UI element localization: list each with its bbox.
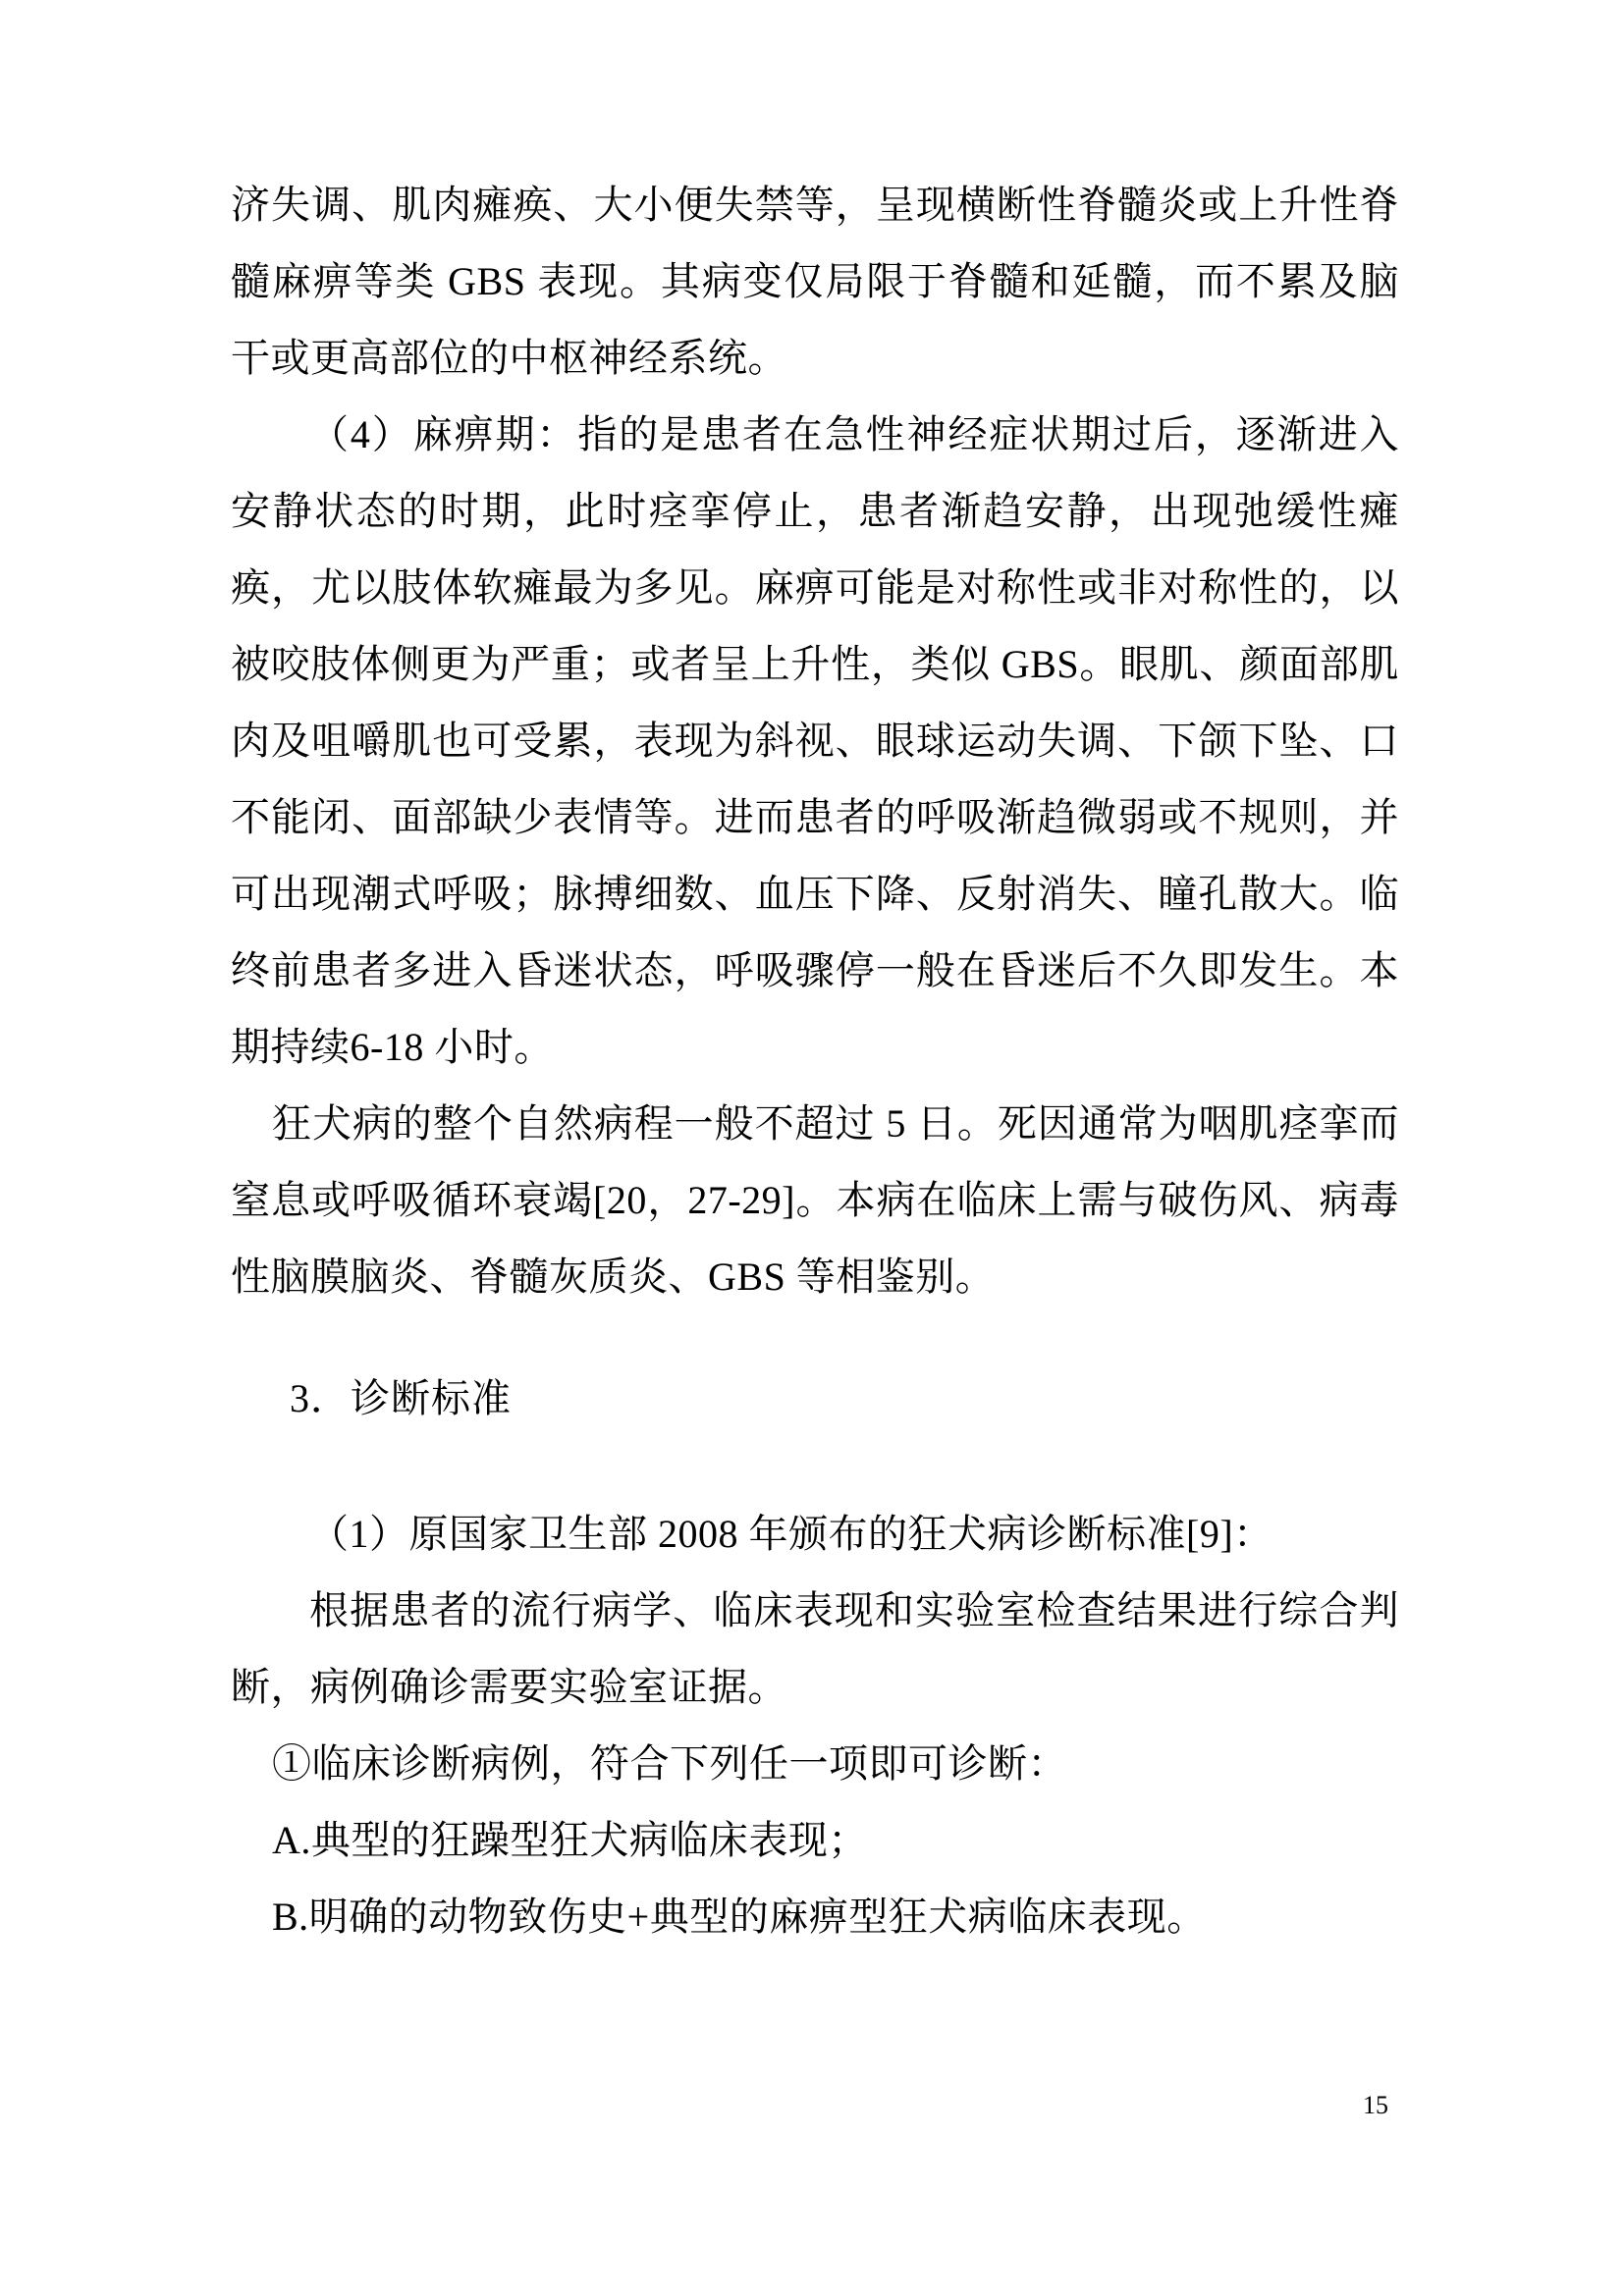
page-content <box>231 167 1399 1955</box>
paragraph-clinical-case: ①临床诊断病例，符合下列任一项即可诊断： <box>272 1741 1067 1786</box>
paragraph-natural-course: 狂犬病的整个自然病程一般不超过 5 日。死因通常为咽肌痉挛而窒息或呼吸循环衰竭[20，27-29]。本病在临床上需与破伤风、病毒性脑膜脑炎、脊髓灰质炎、GBS 等相鉴别。 <box>231 1101 1399 1299</box>
spacer-after-heading <box>231 1437 1399 1496</box>
paragraph-continuation: 济失调、肌肉瘫痪、大小便失禁等，呈现横断性脊髓炎或上升性脊髓麻痹等类 GBS 表现。其病变仅局限于脊髓和延髓，而不累及脑干或更高部位的中枢神经系统。 <box>231 183 1399 380</box>
paragraph-item-b: B.明确的动物致伤史+典型的麻痹型狂犬病临床表现。 <box>272 1895 1207 1939</box>
paragraph-paralysis-stage: （4）麻痹期：指的是患者在急性神经症状期过后，逐渐进入安静状态的时期，此时痉挛停止，患者渐趋安静，出现弛缓性瘫痪，尤以肢体软瘫最为多见。麻痹可能是对称性或非对称性的，以被咬肢体侧更为严重；或者呈上升性，类似 GBS。眼肌、颜面部肌肉及咀嚼肌也可受累，表现为斜视、眼球运动失调、下颌下坠、口不能闭、面部缺少表情等。进而患者的呼吸渐趋微弱或不规则，并可出现潮式呼吸；脉搏细数、血压下降、反射消失、瞳孔散大。临终前患者多进入昏迷状态，呼吸骤停一般在昏迷后不久即发生。本期持续6-18 小时。 <box>231 412 1399 1069</box>
spacer-before-heading <box>231 1315 1399 1361</box>
paragraph-criteria-source: （1）原国家卫生部 2008 年颁布的狂犬病诊断标准[9]： <box>309 1512 1273 1556</box>
paragraph-criteria-basis: 根据患者的流行病学、临床表现和实验室检查结果进行综合判断，病例确诊需要实验室证据。 <box>231 1588 1399 1709</box>
paragraph-item-a: A.典型的狂躁型狂犬病临床表现； <box>272 1818 868 1862</box>
section-heading-diagnostic-criteria: 3．诊断标准 <box>290 1376 512 1420</box>
page-number: 15 <box>1363 2091 1388 2119</box>
